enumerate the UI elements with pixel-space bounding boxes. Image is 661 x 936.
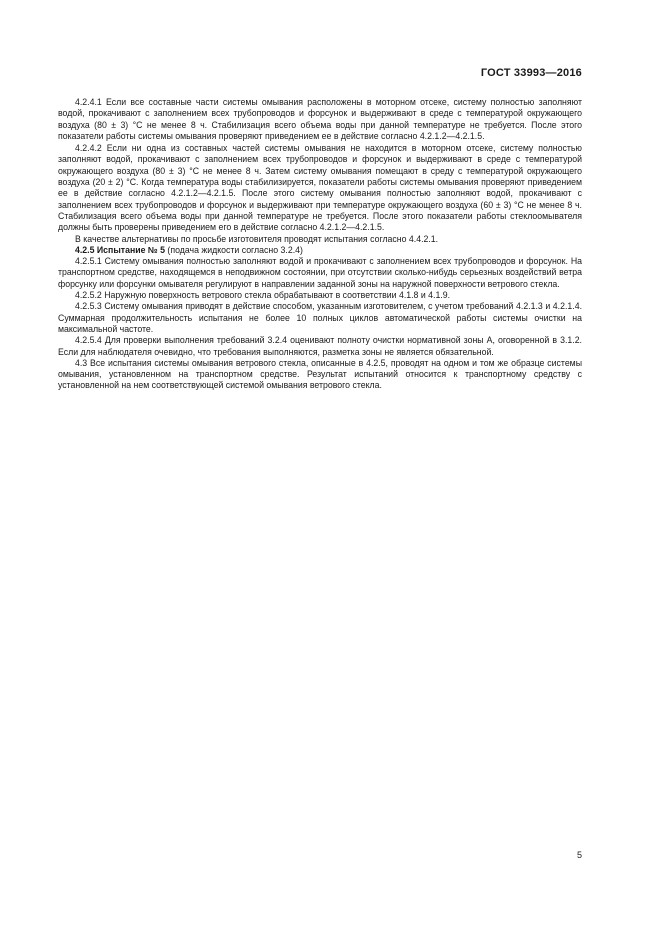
section-heading-4-2-5 (58, 245, 582, 256)
paragraph-4-2-5-1: 4.2.5.1 Систему омывания полностью заполняют водой и прокачивают с заполнением всех трубопроводов и форсунок. На транспортном средстве, находящемся в неподвижном состоянии, при отсутствии сколько-нибудь серьезных воздействий ветра форсунку или форсунки омывателя регулируют в направлении заданной зоны на наружной поверхности ветрового стекла. (58, 256, 582, 289)
document-body (58, 97, 582, 392)
section-heading-title: 4.2.5 Испытание № 5 (75, 244, 165, 255)
standard-code-header: ГОСТ 33993—2016 (480, 67, 582, 79)
paragraph-4-3: 4.3 Все испытания системы омывания ветрового стекла, описанные в 4.2.5, проводят на одном и том же образце системы омывания, установленном на транспортном средстве. Результат испытаний относится к транспортному средству с установленной на нем соответствующей системой омывания ветрового стекла. (58, 357, 582, 391)
paragraph-4-2-5-3: 4.2.5.3 Систему омывания приводят в действие способом, указанным изготовителем, с учетом требований 4.2.1.3 и 4.2.1.4. Суммарная продолжительность испытания не более 10 полных циклов автоматической работы системы очистки на максимальной частоте. (58, 301, 582, 334)
page-number: 5 (576, 850, 582, 860)
paragraph-4-2-5-4: 4.2.5.4 Для проверки выполнения требований 3.2.4 оценивают полноту очистки нормативной зоны А, оговоренной в 3.1.2. Если для наблюдателя очевидно, что требования выполняются, разметка зоны не является обязательной. (58, 335, 582, 357)
paragraph-alternative: В качестве альтернативы по просьбе изготовителя проводят испытания согласно 4.4.2.1. (75, 233, 439, 244)
paragraph-4-2-5-2: 4.2.5.2 Наружную поверхность ветрового стекла обрабатывают в соответствии 4.1.8 и 4.1.9. (75, 290, 451, 301)
paragraph-4-2-4-1: 4.2.4.1 Если все составные части системы омывания расположены в моторном отсеке, систему полностью заполняют водой, прокачивают с заполнением всех трубопроводов и форсунок и выдерживают в среде с температурой окружающего воздуха (80 ± 3) °C не менее 8 ч. Стабилизация всего объема воды при данной температуре не требуется. После этого показатели работы системы омывания проверяют приведением ее в действие согласно 4.2.1.2—4.2.1.5. (58, 97, 582, 141)
section-heading-subtitle: (подача жидкости согласно 3.2.4) (164, 244, 303, 255)
paragraph-4-2-4-2: 4.2.4.2 Если ни одна из составных частей системы омывания не находится в моторном отсеке, систему полностью заполняют водой, прокачивают с заполнением всех трубопроводов и форсунок и выдерживают в среде с температурой окружающего воздуха (80 ± 3) °C не менее 8 ч. Затем систему омывания помещают в среду с температурой окружающего воздуха (20 ± 2) °C. Когда температура воды стабилизируется, показатели работы системы омывания проверяют приведением ее в действие согласно 4.2.1.2—4.2.1.5. После этого систему омывания полностью заполняют водой, прокачивают с заполнением всех трубопроводов и форсунок и выдерживают при температуре окружающего воздуха (60 ± 3) °C не менее 8 ч. Стабилизация всего объема воды при данной температуре не требуется. После этого показатели работы стеклоомывателя должны быть проверены приведением его в действие согласно 4.2.1.2—4.2.1.5. (58, 143, 582, 233)
